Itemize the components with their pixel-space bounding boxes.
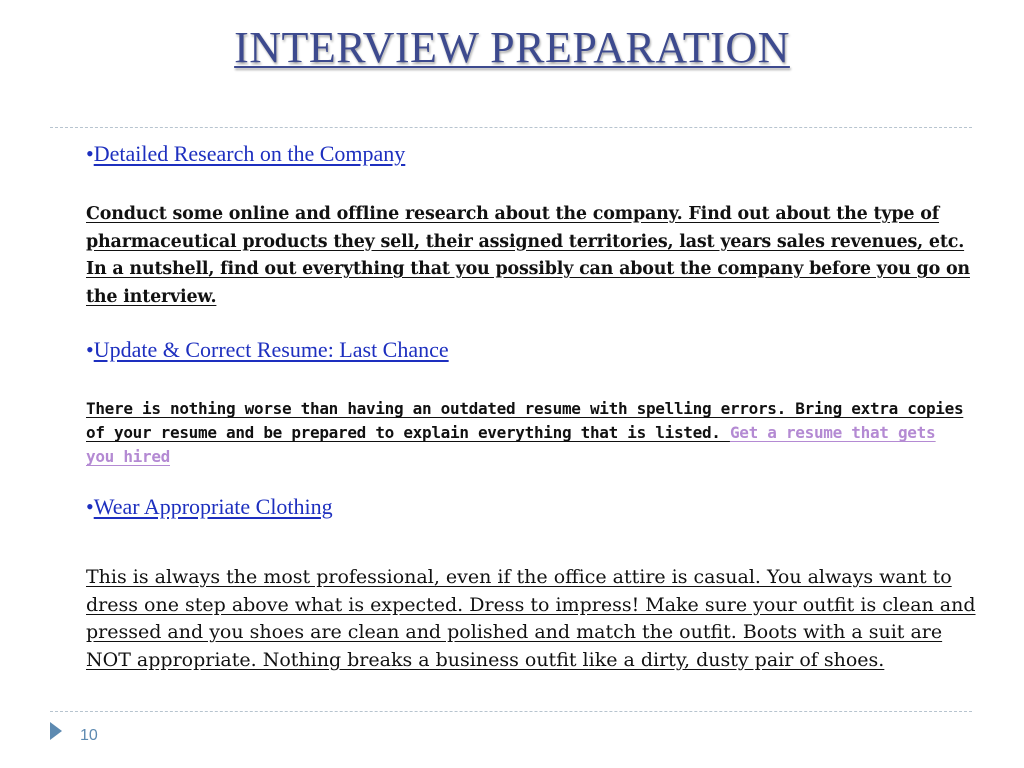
resume-paragraph	[86, 397, 971, 469]
section-heading-resume	[86, 337, 449, 363]
bullet-marker: •	[86, 494, 94, 519]
resume-paragraph-text: There is nothing worse than having an outdated resume with spelling errors. Bring extra copies of your resume and be prepared to explain everything that is listed.	[86, 399, 964, 442]
bottom-divider	[50, 711, 972, 712]
triangle-right-icon	[50, 722, 62, 740]
bullet-marker: •	[86, 141, 94, 166]
top-divider	[50, 127, 972, 128]
clothing-link[interactable]: Wear Appropriate Clothing	[93, 494, 333, 519]
section-heading-clothing	[86, 494, 333, 520]
page-number: 10	[80, 727, 98, 744]
slide-title: INTERVIEW PREPARATION	[234, 23, 790, 72]
research-paragraph: Conduct some online and offline research about the company. Find out about the type of pharmaceutical products they sell, their assigned territories, last years sales revenues, etc. In a nutshell, find out everything that you possibly can about the company before you go on the interview.	[86, 204, 970, 307]
clothing-paragraph: This is always the most professional, even if the office attire is casual. You always want to dress one step above what is expected. Dress to impress! Make sure your outfit is clean and pressed and you shoes are clean and polished and match the outfit. Boots with a suit are NOT appropriate. Nothing breaks a business outfit like a dirty, dusty pair of shoes.	[86, 566, 976, 671]
section-heading-research	[86, 141, 405, 167]
get-resume-link[interactable]: Get a resume that gets you hired	[86, 423, 936, 466]
resume-link[interactable]: Update & Correct Resume: Last Chance	[93, 337, 449, 362]
bullet-marker: •	[86, 337, 94, 362]
research-link[interactable]: Detailed Research on the Company	[93, 141, 406, 166]
